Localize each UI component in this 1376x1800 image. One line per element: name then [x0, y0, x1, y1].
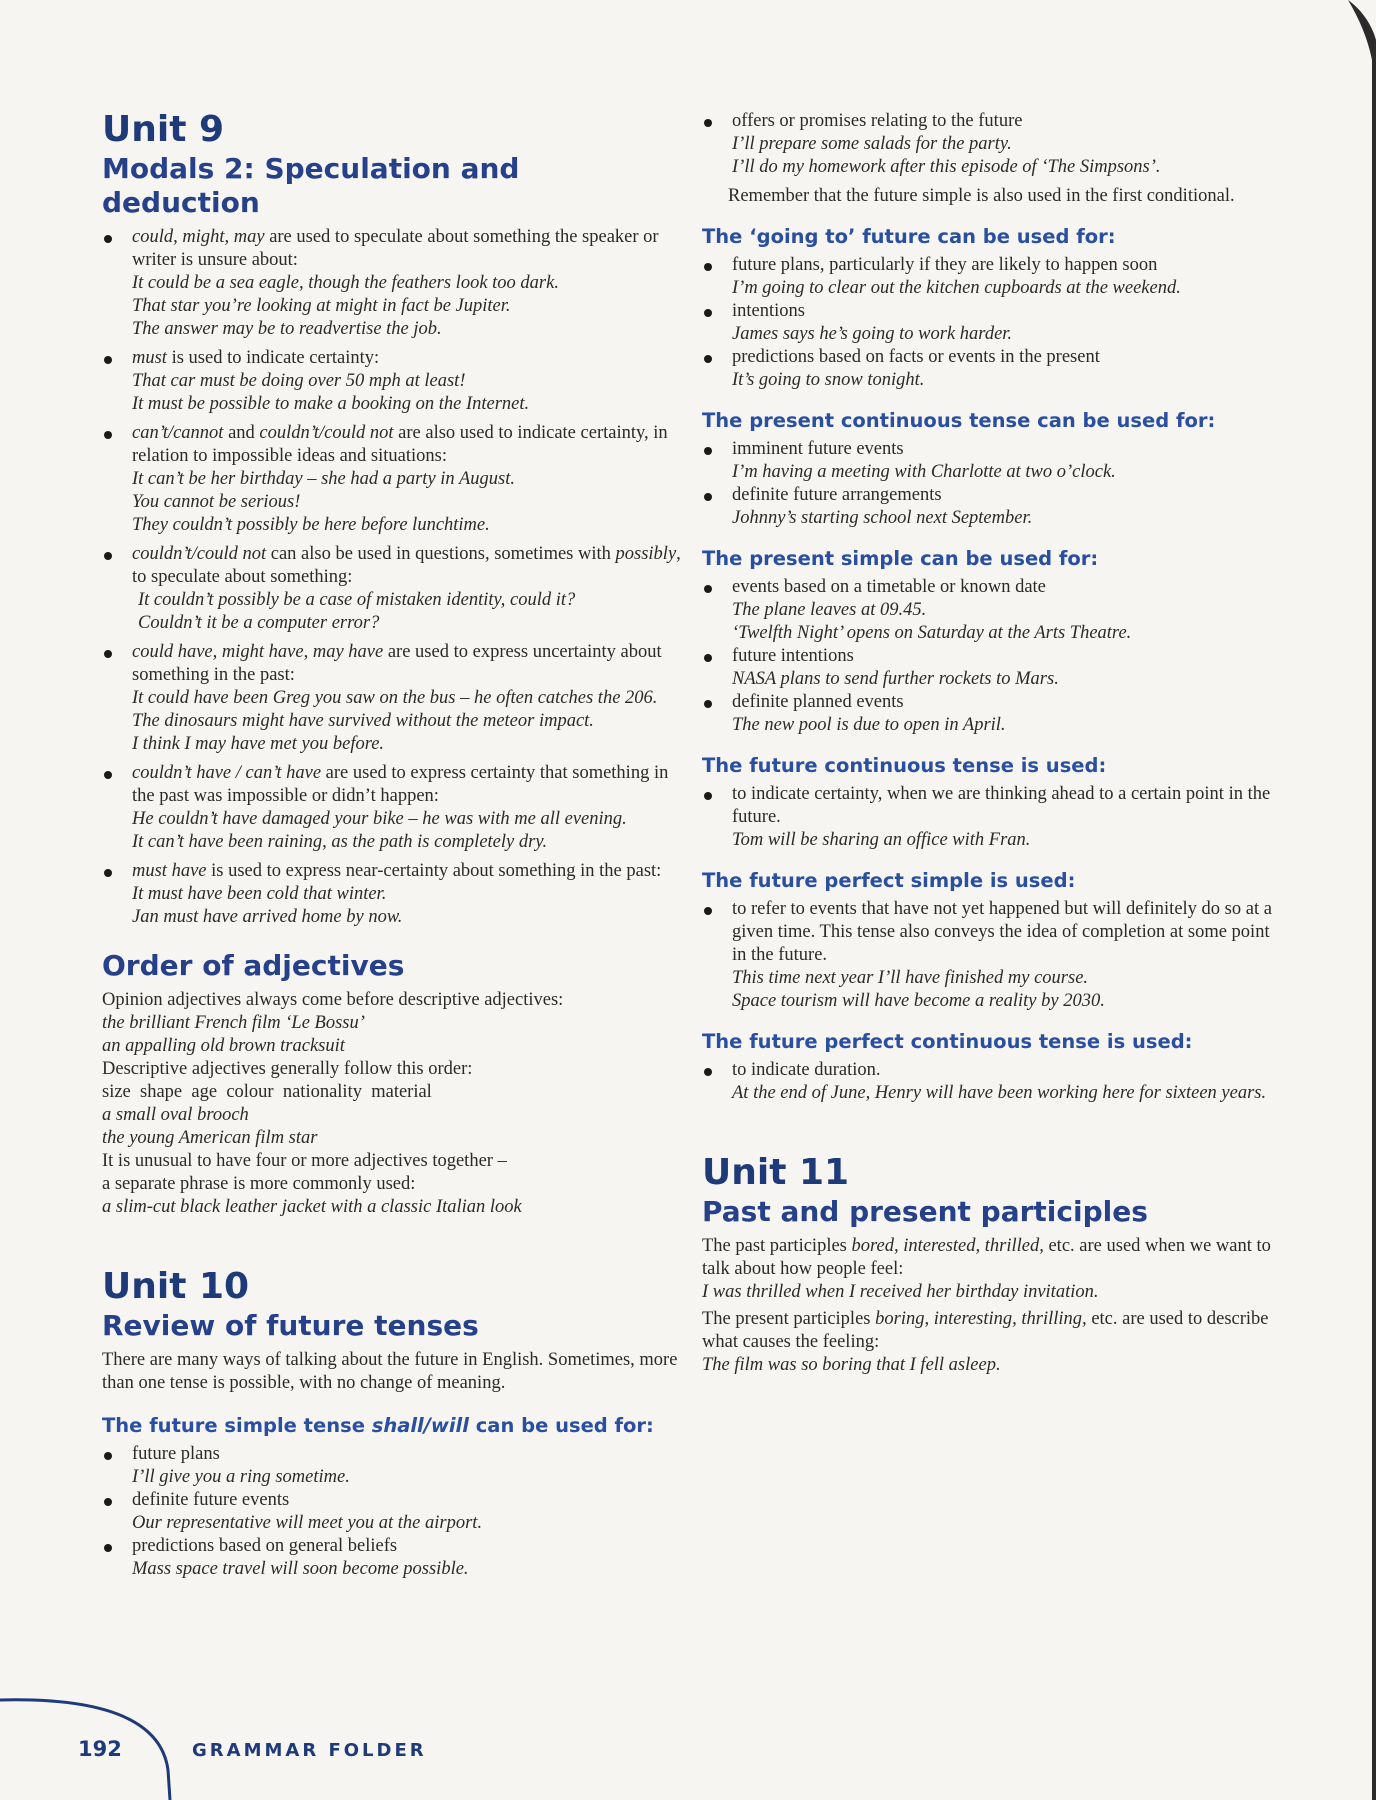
page-number: 192 [78, 1737, 122, 1761]
adjective-order: size shape age colour nationality material [102, 1082, 432, 1102]
future-perfect-list [702, 898, 1282, 1013]
present-participles-text: The present participles boring, interesting, thrilling, etc. are used to describe what causes the feeling: The film was so boring that I fell asleep. [702, 1309, 1269, 1375]
list-item: can’t/cannot and couldn’t/could not are also used to indicate certainty, in relation to impossible ideas and situations: It can’t be her birthday – she had a party in August. You cannot be serious! They couldn’t possibly be here before lunchtime. [102, 422, 682, 537]
list-item: intentions James says he’s going to work harder. [702, 300, 1282, 346]
list-item: couldn’t have / can’t have are used to express certainty that something in the past was impossible or didn’t happen: He couldn’t have damaged your bike – he was with me all evening. It can’t have been raining, as the path is completely dry. [102, 762, 682, 854]
future-continuous-list [702, 783, 1282, 852]
future-tenses-heading: Review of future tenses [102, 1309, 479, 1342]
list-item: to refer to events that have not yet happened but will definitely do so at a given time. This tense also conveys the idea of completion at some point in the future. This time next year I’ll have finished my course. Space tourism will have become a reality by 2030. [702, 898, 1282, 1013]
list-item: could, might, may are used to speculate about something the speaker or writer is unsure about: It could be a sea eagle, though the feathers look too dark. That star you’re looking at might in fact be Jupiter. The answer may be to readvertise the job. [102, 226, 682, 341]
future-perfect-continuous-heading: The future perfect continuous tense is used: [702, 1030, 1193, 1053]
participles-heading: Past and present participles [702, 1195, 1148, 1228]
list-item: must have is used to express near-certainty about something in the past: It must have been cold that winter. Jan must have arrived home by now. [102, 860, 682, 929]
future-simple-list-continued [702, 110, 1282, 179]
list-item: offers or promises relating to the future I’ll prepare some salads for the party. I’ll do my homework after this episode of ‘The Simpsons’. [702, 110, 1282, 179]
right-column [702, 110, 1282, 1381]
list-item: to indicate certainty, when we are thinking ahead to a certain point in the future. Tom will be sharing an office with Fran. [702, 783, 1282, 852]
going-to-list [702, 254, 1282, 392]
list-item: future plans, particularly if they are likely to happen soon I’m going to clear out the kitchen cupboards at the weekend. [702, 254, 1282, 300]
list-item: must is used to indicate certainty: That car must be doing over 50 mph at least! It must be possible to make a booking on the Internet. [102, 347, 682, 416]
future-perfect-continuous-list [702, 1059, 1282, 1105]
future-perfect-heading: The future perfect simple is used: [702, 869, 1076, 892]
unit-10-title: Unit 10 [102, 1266, 250, 1307]
present-continuous-list [702, 438, 1282, 530]
list-item: definite future arrangements Johnny’s starting school next September. [702, 484, 1282, 530]
list-item: to indicate duration. At the end of June, Henry will have been working here for sixteen years. [702, 1059, 1282, 1105]
future-simple-heading: The future simple tense shall/will can be used for: [102, 1414, 654, 1437]
grammar-folder-label: GRAMMAR FOLDER [192, 1740, 427, 1761]
future-simple-remember: Remember that the future simple is also used in the first conditional. [728, 186, 1235, 206]
present-simple-list [702, 576, 1282, 737]
list-item: predictions based on facts or events in the present It’s going to snow tonight. [702, 346, 1282, 392]
list-item: future plans I’ll give you a ring sometime. [102, 1443, 682, 1489]
list-item: definite planned events The new pool is due to open in April. [702, 691, 1282, 737]
present-continuous-heading: The present continuous tense can be used for: [702, 409, 1216, 432]
modals-heading: Modals 2: Speculation and deduction [102, 152, 520, 219]
list-item: predictions based on general beliefs Mass space travel will soon become possible. [102, 1535, 682, 1581]
future-tenses-intro: There are many ways of talking about the future in English. Sometimes, more than one tense is possible, with no change of meaning. [102, 1350, 678, 1393]
list-item: events based on a timetable or known date The plane leaves at 09.45. ‘Twelfth Night’ opens on Saturday at the Arts Theatre. [702, 576, 1282, 645]
list-item: future intentions NASA plans to send further rockets to Mars. [702, 645, 1282, 691]
adjectives-heading: Order of adjectives [102, 949, 405, 982]
list-item: couldn’t/could not can also be used in questions, sometimes with possibly, to speculate about something: It couldn’t possibly be a case of mistaken identity, could it? Couldn’t it be a computer error? [102, 543, 682, 635]
list-item: definite future events Our representative will meet you at the airport. [102, 1489, 682, 1535]
page-edge-decoration [1342, 0, 1376, 1800]
list-item: could have, might have, may have are used to express uncertainty about something in the past: It could have been Greg you saw on the bus – he often catches the 206. The dinosaurs might have survived without the meteor impact. I think I may have met you before. [102, 641, 682, 756]
going-to-heading: The ‘going to’ future can be used for: [702, 225, 1116, 248]
list-item: imminent future events I’m having a meeting with Charlotte at two o’clock. [702, 438, 1282, 484]
past-participles-text: The past participles bored, interested, thrilled, etc. are used when we want to talk about how people feel: I was thrilled when I received her birthday invitation. [702, 1236, 1271, 1302]
future-simple-list [102, 1443, 682, 1581]
present-simple-heading: The present simple can be used for: [702, 547, 1099, 570]
unit-11-title: Unit 11 [702, 1152, 850, 1193]
future-continuous-heading: The future continuous tense is used: [702, 754, 1107, 777]
left-column [102, 110, 682, 1581]
unit-9-title: Unit 9 [102, 109, 224, 150]
adjectives-body: Opinion adjectives always come before descriptive adjectives: the brilliant French film ‘Le Bossu’ an appalling old brown tracksuit Descriptive adjectives generally follow this order: size shape age colour nationality material a small oval brooch the young American film star It is unusual to have four or more adjectives together – a separate phrase is more commonly used: a slim-cut black leather jacket with a classic Italian look [102, 989, 682, 1219]
modals-list [102, 226, 682, 929]
